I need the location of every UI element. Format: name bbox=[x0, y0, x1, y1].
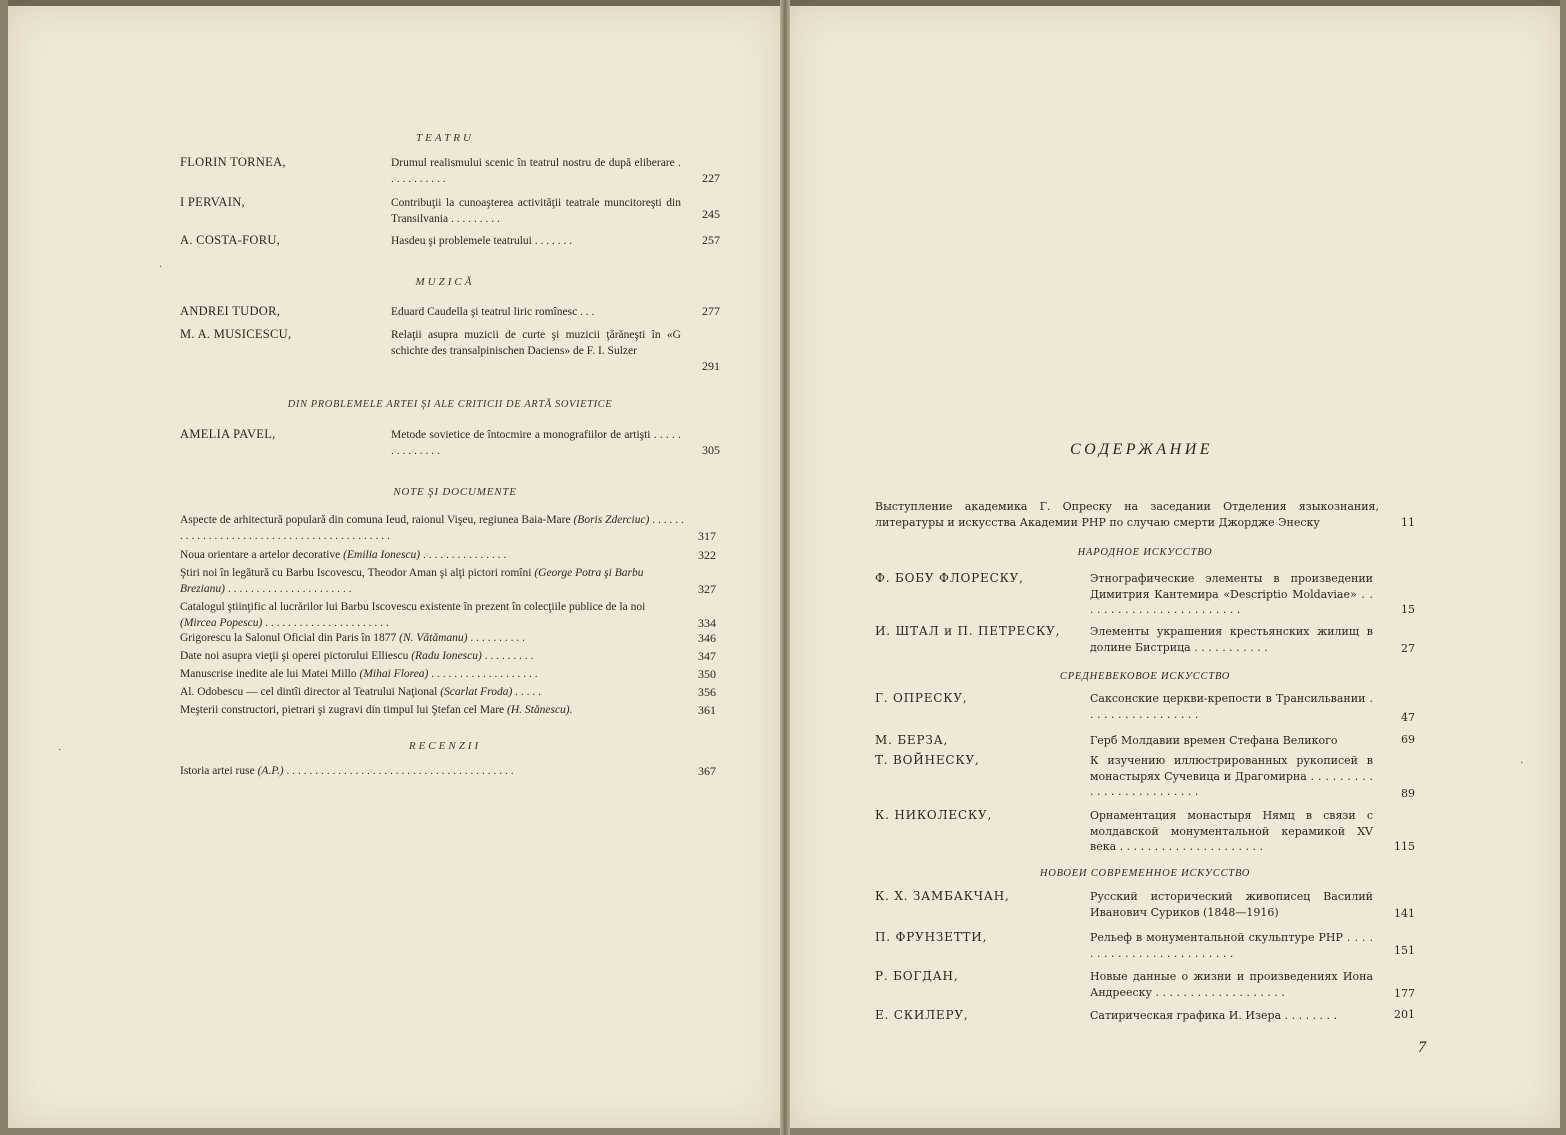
note-title: Al. Odobescu — cel dintîi director al Teatrului Naţional bbox=[180, 686, 438, 698]
toc-entry-page: 69 bbox=[1401, 733, 1415, 746]
toc-entry-page: 305 bbox=[702, 443, 720, 457]
toc-entry-page: 47 bbox=[1401, 711, 1415, 724]
toc-entry-title: Relaţii asupra muzicii de curte şi muzicii ţărăneşti în «G schichte des transalpinischen Daciens» de F. I. Sulzer bbox=[391, 329, 681, 357]
note-title: Meşterii constructori, pietrari şi zugravi din timpul lui Ştefan cel Mare bbox=[180, 704, 505, 716]
toc-entry-title: К изучению иллюстрированных рукописей в монастырях Сучевица и Драгомирна . . . . . . . . . . . . . . . . . . . . . . . . . bbox=[1090, 754, 1373, 798]
note-author: (Emilia Ionescu) bbox=[343, 549, 421, 561]
section-heading-modern-art: НОВОЕИ СОВРЕМЕННОЕ ИСКУССТВО bbox=[1039, 868, 1251, 879]
section-heading-notes: NOTE ŞI DOCUMENTE bbox=[393, 486, 517, 498]
toc-entry-title: Eduard Caudella şi teatrul liric romînesc . . . bbox=[391, 306, 595, 318]
section-heading-medieval-art: СРЕДНЕВЕКОВОЕ ИСКУССТВО bbox=[1059, 671, 1231, 682]
note-entry bbox=[180, 703, 716, 719]
note-author: (Boris Zderciuc) bbox=[573, 514, 650, 526]
review-author: (A.P.) bbox=[257, 765, 284, 777]
note-page: 322 bbox=[698, 548, 716, 562]
toc-entry-page: 291 bbox=[702, 359, 720, 373]
toc-entry-author: M. A. MUSICESCU, bbox=[180, 327, 292, 341]
review-entry: Istoria artei ruse (A.P.) . . . . . . . . . . . . . . . . . . . . . . . . . . . . . . . . . . . . . . . . 367 bbox=[180, 764, 716, 778]
section-heading-reviews: RECENZII bbox=[408, 740, 482, 752]
book-gutter bbox=[780, 0, 790, 1135]
toc-entry-page: 141 bbox=[1394, 907, 1415, 920]
scan-speck: · bbox=[58, 745, 62, 756]
note-entry: Date noi asupra vieţii şi operei pictorului Elliescu (Radu Ionescu) . . . . . . . . . 347 bbox=[180, 649, 716, 663]
toc-entry-page: 277 bbox=[702, 304, 720, 318]
note-page: 347 bbox=[698, 649, 716, 663]
toc-entry-page: 151 bbox=[1394, 944, 1415, 957]
toc-entry-page: 89 bbox=[1401, 787, 1415, 800]
toc-entry-author: ANDREI TUDOR, bbox=[180, 304, 281, 318]
toc-entry-author: Ф. БОБУ ФЛОРЕСКУ, bbox=[875, 571, 1024, 585]
note-page: 361 bbox=[698, 703, 716, 717]
toc-entry-page: 27 bbox=[1401, 642, 1415, 655]
note-page: 346 bbox=[698, 631, 716, 645]
scan-speck: · bbox=[1520, 758, 1524, 769]
section-heading-soviet-art: DIN PROBLEMELE ARTEI ŞI ALE CRITICII DE ARTĂ SOVIETICE bbox=[287, 399, 613, 410]
note-entry: Noua orientare a artelor decorative (Emilia Ionescu) . . . . . . . . . . . . . . . 322 bbox=[180, 548, 716, 562]
note-author: (George Potra şi Barbu Brezianu) bbox=[180, 567, 644, 595]
intro-page: 11 bbox=[1401, 516, 1415, 529]
note-page: 356 bbox=[698, 685, 716, 699]
toc-entry-title: Hasdeu şi problemele teatrului . . . . . . . bbox=[391, 235, 573, 247]
toc-entry-author: К. НИКОЛЕСКУ, bbox=[875, 808, 993, 822]
toc-entry-author: Т. ВОЙНЕСКУ, bbox=[875, 753, 980, 767]
note-title: Grigorescu la Salonul Oficial din Paris în 1877 bbox=[180, 632, 397, 644]
note-title: Aspecte de arhitectură populară din comuna Ieud, raionul Vişeu, regiunea Baia-Mare bbox=[180, 514, 571, 526]
toc-entry-page: 15 bbox=[1401, 603, 1415, 616]
toc-entry-author: FLORIN TORNEA, bbox=[180, 155, 286, 169]
toc-entry-author: М. БЕРЗА, bbox=[875, 733, 949, 747]
note-page: 350 bbox=[698, 667, 716, 681]
toc-entry-page: 115 bbox=[1394, 840, 1415, 853]
toc-entry-title: Саксонские церкви-крепости в Трансильвании . . . . . . . . . . . . . . . . . bbox=[1090, 692, 1373, 721]
note-author: (Mihai Florea) bbox=[359, 668, 429, 680]
toc-entry-page: 201 bbox=[1394, 1008, 1415, 1021]
toc-entry-title: Новые данные о жизни и произведениях Иона Андрееску . . . . . . . . . . . . . . . . . . . bbox=[1090, 970, 1373, 999]
note-entry: Catalogul ştiinţific al lucrărilor lui Barbu Iscovescu existente în prezent în colecţiile publice de la noi (Mircea Popescu) . . . . . . . . . . . . . . . . . . . . . . 334 bbox=[180, 601, 716, 630]
intro-text: Выступление академика Г. Опреску на заседании Отделения языкознания, литературы и искусства Академии РНР по случаю смерти Джордже Энеску bbox=[875, 500, 1379, 529]
toc-entry-title: Русский исторический живописец Василий Иванович Суриков (1848—1916) bbox=[1090, 890, 1373, 919]
note-title: Ştiri noi în legătură cu Barbu Iscovescu, Theodor Aman şi alţi pictori romîni bbox=[180, 567, 532, 579]
toc-entry-title: Drumul realismului scenic în teatrul nostru de după eliberare . . . . . . . . . . . bbox=[391, 157, 681, 185]
scan-speck: · bbox=[159, 262, 163, 273]
review-page: 367 bbox=[698, 764, 716, 778]
toc-entry-page: 227 bbox=[702, 171, 720, 185]
toc-entry-author: Г. ОПРЕСКУ, bbox=[875, 691, 968, 705]
toc-entry-title: Элементы украшения крестьянских жилищ в долине Бистрица . . . . . . . . . . . bbox=[1090, 625, 1373, 654]
toc-entry-title: Рельеф в монументальной скульптуре РНР . . . . . . . . . . . . . . . . . . . . . . . . . bbox=[1090, 931, 1373, 960]
intro-entry bbox=[875, 499, 1415, 531]
toc-entry-author: К. Х. ЗАМБАКЧАН, bbox=[875, 889, 1010, 903]
note-author: (Scarlat Froda) bbox=[440, 686, 513, 698]
toc-entry-author: AMELIA PAVEL, bbox=[180, 427, 276, 441]
note-author: (Mircea Popescu) bbox=[180, 616, 263, 629]
note-title: Noua orientare a artelor decorative bbox=[180, 549, 341, 561]
note-page: 317 bbox=[698, 528, 716, 543]
toc-entry-author: И. ШТАЛ и П. ПЕТРЕСКУ, bbox=[875, 624, 1061, 638]
section-heading-muzica: MUZICĂ bbox=[415, 276, 475, 288]
note-entry: Ştiri noi în legătură cu Barbu Iscovescu, Theodor Aman şi alţi pictori romîni (George Potra şi Barbu Brezianu) . . . . . . . . . . . . . . . . . . . . . . 327 bbox=[180, 567, 716, 596]
toc-entry-title: Орнаментация монастыря Нямц в связи с молдавской монументальной керамикой XV века . . . . . . . . . . . . . . . . . . . . . bbox=[1090, 809, 1373, 853]
toc-entry-title: Contribuţii la cunoaşterea activităţii teatrale muncitoreşti din Transilvania . . . . . . . . . bbox=[391, 197, 681, 225]
toc-entry-page: 245 bbox=[702, 207, 720, 221]
note-entry: Al. Odobescu — cel dintîi director al Teatrului Naţional (Scarlat Froda) . . . . . 356 bbox=[180, 685, 716, 699]
toc-entry-author: I PERVAIN, bbox=[180, 195, 245, 209]
toc-entry-author: A. COSTA-FORU, bbox=[180, 233, 281, 247]
toc-entry-title: Герб Молдавии времен Стефана Великого bbox=[1090, 734, 1338, 747]
note-entry: Aspecte de arhitectură populară din comuna Ieud, raionul Vişeu, regiunea Baia-Mare (Boris Zderciuc) . . . . . . . . . . . . . . . . . . . . . . . . . . . . . . . . . . . . . . . . . . . 317 bbox=[180, 514, 716, 543]
note-entry: Grigorescu la Salonul Oficial din Paris în 1877 (N. Vătămanu) . . . . . . . . . . 346 bbox=[180, 631, 716, 645]
note-title: Date noi asupra vieţii şi operei pictorului Elliescu bbox=[180, 650, 409, 662]
note-title: Manuscrise inedite ale lui Matei Millo bbox=[180, 668, 357, 680]
page-number: 7 bbox=[1418, 1039, 1426, 1056]
toc-entry-page: 177 bbox=[1394, 987, 1415, 1000]
toc-entry-title: Metode sovietice de întocmire a monografiilor de artişti . . . . . . . . . . . . . . bbox=[391, 429, 681, 457]
toc-entry-title: Сатирическая графика И. Изера . . . . . . . . bbox=[1090, 1009, 1338, 1022]
note-author: (Radu Ionescu) bbox=[411, 650, 482, 662]
review-title: Istoria artei ruse bbox=[180, 765, 255, 777]
toc-entry-title: Этнографические элементы в произведении Димитрия Кантемира «Descriptio Moldaviae» . . . . . . . . . . . . . . . . . . . . . . . . bbox=[1090, 572, 1373, 616]
toc-entry-author: Е. СКИЛЕРУ, bbox=[875, 1008, 969, 1022]
note-entry: Manuscrise inedite ale lui Matei Millo (Mihai Florea) . . . . . . . . . . . . . . . . . . . 350 bbox=[180, 667, 716, 681]
toc-entry-page: 257 bbox=[702, 233, 720, 247]
section-heading-teatru: TEATRU bbox=[416, 132, 474, 144]
note-title: Catalogul ştiinţific al lucrărilor lui Barbu Iscovescu existente în prezent în colecţiile publice de la noi bbox=[180, 601, 646, 613]
toc-entry-author: П. ФРУНЗЕТТИ, bbox=[875, 930, 988, 944]
note-author: (N. Vătămanu) bbox=[399, 632, 468, 644]
section-heading-folk-art: НАРОДНОЕ ИСКУССТВО bbox=[1077, 547, 1213, 558]
note-page: 327 bbox=[698, 581, 716, 596]
note-author: (H. Stănescu). bbox=[507, 704, 573, 716]
contents-title: СОДЕРЖАНИЕ bbox=[1070, 441, 1214, 458]
note-page: 334 bbox=[698, 615, 716, 630]
toc-entry-author: Р. БОГДАН, bbox=[875, 969, 959, 983]
